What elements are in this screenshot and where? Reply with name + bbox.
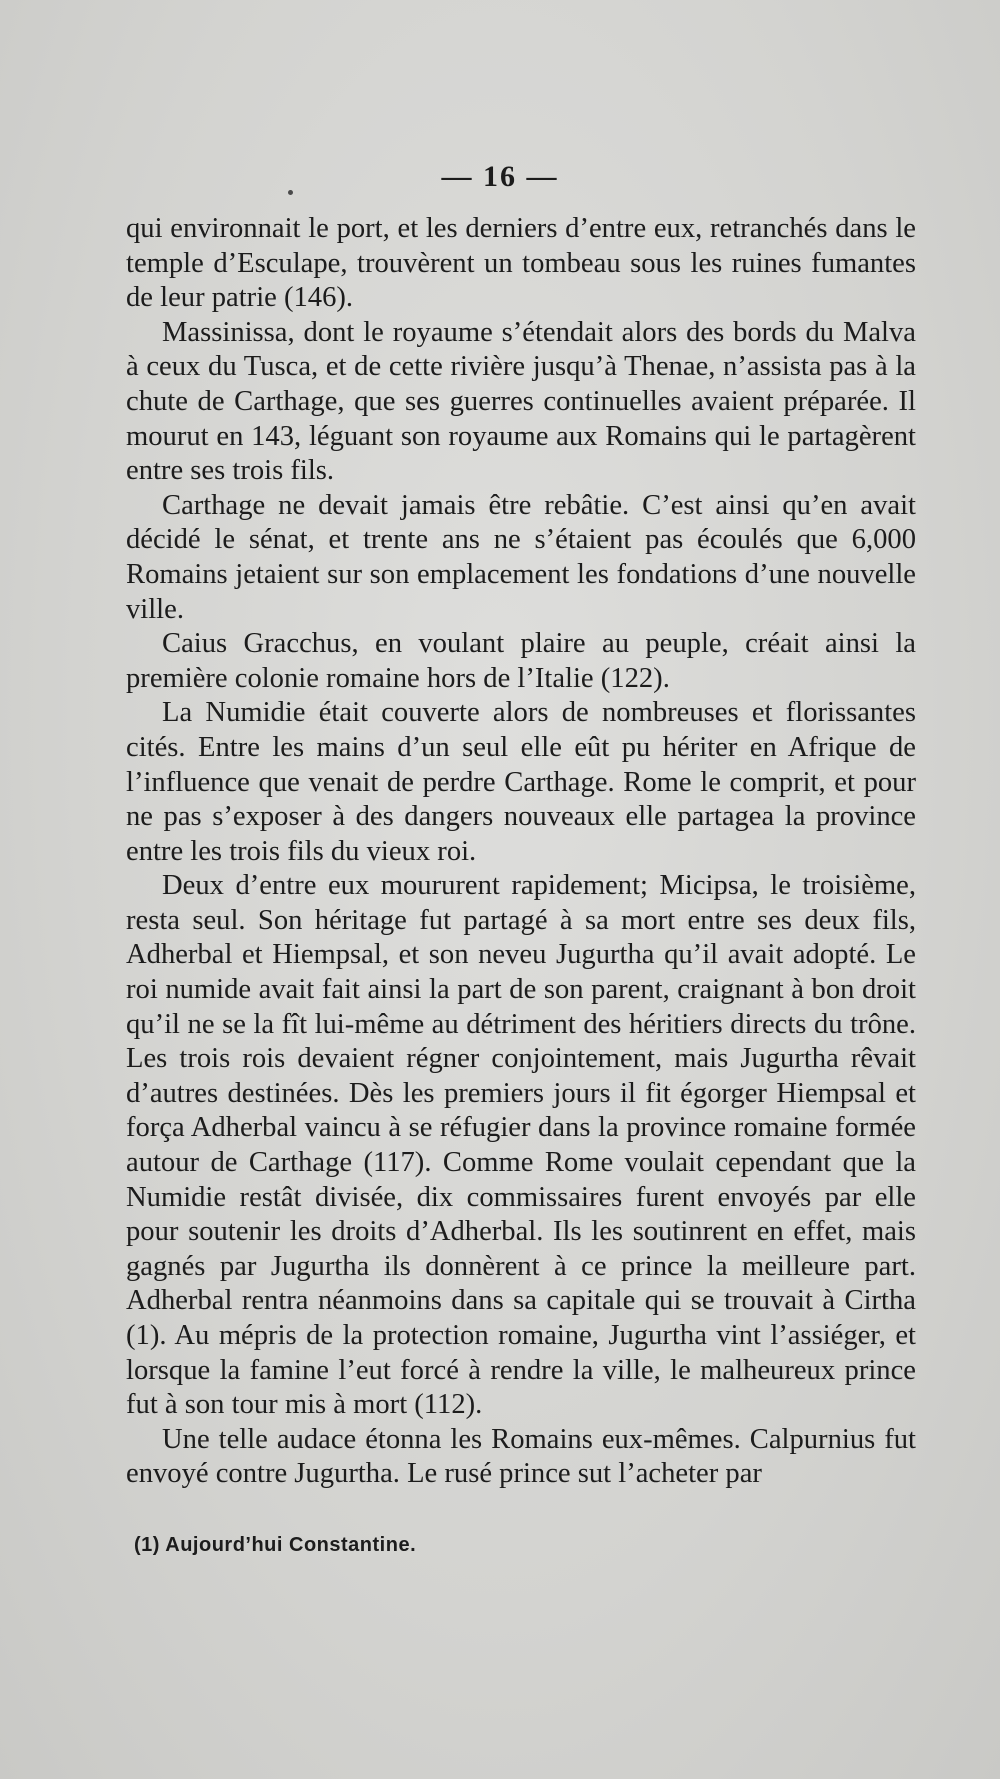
- paragraph: Deux d’entre eux moururent rapidement; Micipsa, le troisième, resta seul. Son héritage fut partagé à sa mort entre ses deux fils, Adherbal et Hiempsal, et son neveu Jugurtha qu’il avait adopté. Le roi numide avait fait ainsi la part de son parent, craignant à bon droit qu’il ne se la fît lui-même au détriment des héritiers directs du trône. Les trois rois devaient régner conjointement, mais Jugurtha rêvait d’autres destinées. Dès les premiers jours il fit égorger Hiempsal et força Adherbal vaincu à se réfugier dans la province romaine formée autour de Carthage (117). Comme Rome voulait cependant que la Numidie restât divisée, dix commissaires furent envoyés par elle pour soutenir les droits d’Adherbal. Ils les soutinrent en effet, mais gagnés par Jugurtha ils donnèrent à ce prince la meilleure part. Adherbal rentra néanmoins dans sa capitale qui se trouvait à Cirtha (1). Au mépris de la protection romaine, Jugurtha vint l’assiéger, et lorsque la famine l’eut forcé à rendre la ville, le malheureux prince fut à son tour mis à mort (112).: [126, 870, 916, 1421]
- paragraph: Massinissa, dont le royaume s’étendait alors des bords du Malva à ceux du Tusca, et de cette rivière jusqu’à Thenae, n’assista pas à la chute de Carthage, que ses guerres continuelles avaient préparée. Il mourut en 143, léguant son royaume aux Romains qui le partagèrent entre ses trois fils.: [126, 316, 916, 487]
- paragraph: Caius Gracchus, en voulant plaire au peuple, créait ainsi la première colonie romaine hors de l’Italie (122).: [126, 628, 916, 694]
- page-number: — 16 —: [441, 160, 559, 193]
- body-text: [126, 212, 916, 1492]
- paragraph: La Numidie était couverte alors de nombreuses et florissantes cités. Entre les mains d’un seul elle eût pu hériter en Afrique de l’influence que venait de perdre Carthage. Rome le comprit, et pour ne pas s’exposer à des dangers nouveaux elle partagea la province entre les trois fils du vieux roi.: [126, 697, 916, 867]
- footnote: (1) Aujourd’hui Constantine.: [134, 1534, 417, 1556]
- paragraph: qui environnait le port, et les derniers d’entre eux, retranchés dans le temple d’Esculape, trouvèrent un tombeau sous les ruines fumantes de leur patrie (146).: [126, 213, 916, 314]
- paragraph: Carthage ne devait jamais être rebâtie. C’est ainsi qu’en avait décidé le sénat, et trente ans ne s’étaient pas écoulés que 6,000 Romains jetaient sur son emplacement les fondations d’une nouvelle ville.: [126, 489, 916, 625]
- paragraph: Une telle audace étonna les Romains eux-mêmes. Calpurnius fut envoyé contre Jugurtha. Le rusé prince sut l’acheter par: [126, 1423, 916, 1490]
